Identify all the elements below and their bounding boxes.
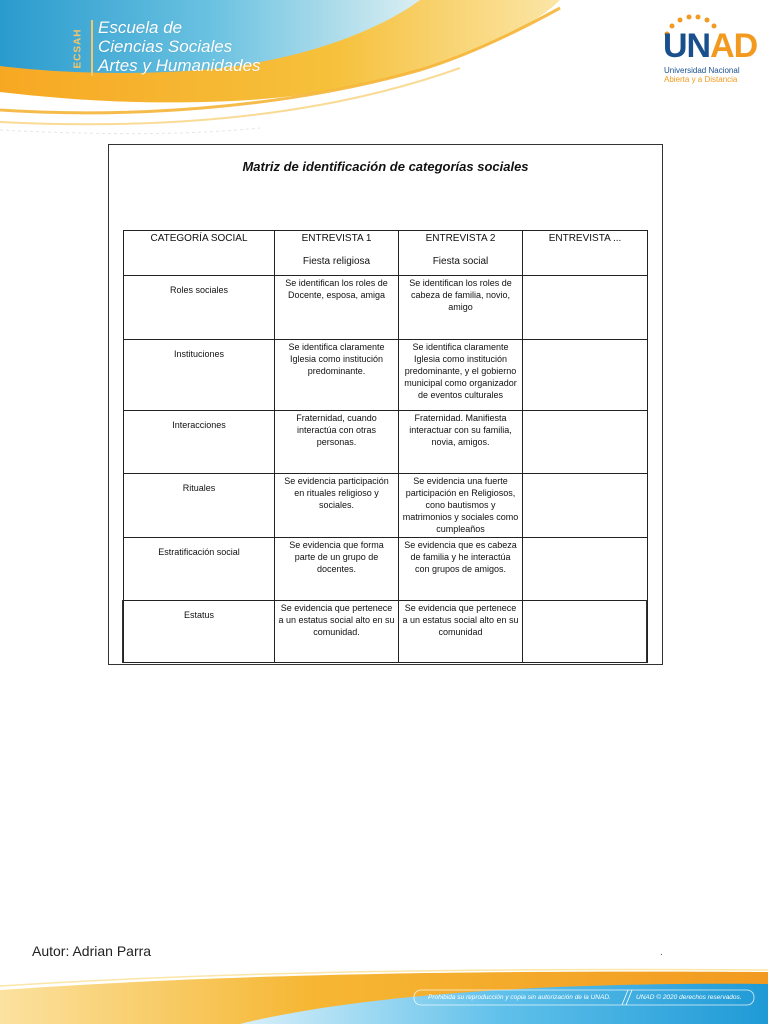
footer-prohibited-text: Prohibida su reproducción y copia sin autorización de la UNAD.: [428, 994, 611, 1001]
header-entrevista-1: ENTREVISTA 1 Fiesta religiosa: [275, 231, 399, 276]
entrevista-1-cell: Se evidencia que pertenece a un estatus social alto en su comunidad.: [275, 601, 399, 663]
header-entrevista-2: ENTREVISTA 2 Fiesta social: [399, 231, 523, 276]
unad-logo: [655, 14, 758, 84]
entrevista-2-cell: Se evidencia una fuerte participación en Religiosos, cono bautismos y matrimonios y sociales como cumpleaños: [399, 474, 523, 538]
entrevista-2-cell: Se identifica claramente Iglesia como institución predominante, y el gobierno municipal como organizador de eventos culturales: [399, 340, 523, 411]
entrevista-1-cell: Fraternidad, cuando interactúa con otras personas.: [275, 411, 399, 474]
school-name-line-3: Artes y Humanidades: [98, 56, 261, 75]
entrevista-2-cell: Fraternidad. Manifiesta interactuar con su familia, novia, amigos.: [399, 411, 523, 474]
school-name-line-2: Ciencias Sociales: [98, 37, 233, 56]
entrevista-n-cell: [523, 340, 648, 411]
page-footer: [0, 968, 768, 1024]
unad-wordmark: UNAD: [663, 27, 758, 65]
table-row: [124, 340, 648, 411]
entrevista-1-cell: Se evidencia participación en rituales religioso y sociales.: [275, 474, 399, 538]
header-categoria: CATEGORÍA SOCIAL: [124, 231, 275, 276]
entrevista-1-cell: Se identifica claramente Iglesia como institución predominante.: [275, 340, 399, 411]
page-marker: .: [660, 947, 663, 958]
table-row: [124, 276, 648, 340]
category-cell: Rituales: [124, 474, 275, 538]
entrevista-1-cell: Se evidencia que forma parte de un grupo de docentes.: [275, 538, 399, 601]
table-header-row: [124, 231, 648, 276]
entrevista-1-cell: Se identifican los roles de Docente, esposa, amiga: [275, 276, 399, 340]
table-border-segment: [122, 600, 123, 663]
entrevista-n-cell: [523, 538, 648, 601]
page-header: [0, 0, 768, 140]
footer-copyright-text: UNAD © 2020 derechos reservados.: [636, 994, 742, 1001]
entrevista-n-cell: [523, 411, 648, 474]
author-label: Autor: Adrian Parra: [32, 943, 152, 959]
category-cell: Instituciones: [124, 340, 275, 411]
entrevista-n-cell: [523, 276, 648, 340]
table-row: [124, 474, 648, 538]
unad-subtitle-1: Universidad Nacional: [664, 66, 740, 75]
school-name-line-1: Escuela de: [98, 18, 183, 37]
entrevista-n-cell: [523, 601, 648, 663]
table-row: [124, 601, 648, 663]
matrix-document: [108, 144, 663, 665]
category-cell: Roles sociales: [124, 276, 275, 340]
school-logo: [70, 18, 270, 80]
category-cell: Estratificación social: [124, 538, 275, 601]
logo-divider: [91, 20, 93, 76]
social-categories-table: [123, 230, 648, 663]
header-entrevista-n: ENTREVISTA ...: [523, 231, 648, 276]
entrevista-2-cell: Se evidencia que es cabeza de familia y he interactúa con grupos de amigos.: [399, 538, 523, 601]
table-border-segment: [646, 600, 647, 663]
ecsah-tag: ECSAH: [72, 27, 84, 69]
entrevista-2-cell: Se evidencia que pertenece a un estatus social alto en su comunidad: [399, 601, 523, 663]
table-row: [124, 538, 648, 601]
category-cell: Interacciones: [124, 411, 275, 474]
entrevista-n-cell: [523, 474, 648, 538]
category-cell: Estatus: [124, 601, 275, 663]
table-row: [124, 411, 648, 474]
entrevista-2-cell: Se identifican los roles de cabeza de familia, novio, amigo: [399, 276, 523, 340]
unad-subtitle-2: Abierta y a Distancia: [664, 75, 738, 84]
matrix-title: Matriz de identificación de categorías sociales: [242, 159, 529, 174]
